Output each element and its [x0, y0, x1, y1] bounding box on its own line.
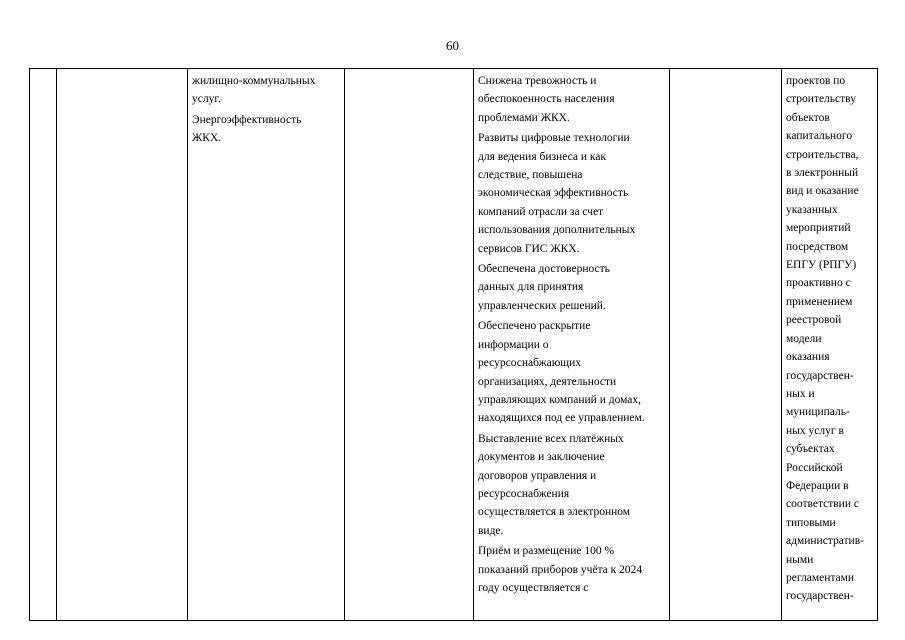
text-line: данных для принятия — [478, 281, 584, 294]
table-cell-col5 — [474, 69, 670, 621]
cell-paragraph — [478, 260, 666, 315]
text-line: показаний приборов учёта к 2024 — [478, 563, 643, 576]
text-line: посредством — [786, 240, 849, 253]
table-cell-col6 — [670, 69, 782, 621]
text-line: экономическая эффективность — [478, 187, 629, 200]
text-line: модели — [786, 332, 822, 345]
text-line: осуществляется в электронном — [478, 506, 631, 519]
text-line: для ведения бизнеса и как — [478, 150, 606, 163]
text-line: государствен- — [786, 590, 854, 603]
text-line: ЖКХ. — [192, 132, 222, 145]
cell-paragraph — [478, 72, 666, 127]
cell-paragraph — [192, 72, 341, 109]
text-line: объектов — [786, 111, 830, 124]
text-line: ных услуг в — [786, 424, 844, 437]
text-line: году осуществляется с — [478, 581, 589, 594]
text-line: соответствии с — [786, 498, 859, 511]
text-line: указанных — [786, 203, 838, 216]
text-line: документов и заключение — [478, 451, 605, 464]
text-line: строительству — [786, 93, 856, 106]
text-line: типовыми — [786, 516, 836, 529]
text-line: ными — [786, 553, 814, 566]
table-cell-col2 — [57, 69, 188, 621]
text-line: жилищно-коммунальных — [192, 75, 316, 87]
text-line: Федерации в — [786, 479, 849, 492]
text-line: оказания — [786, 351, 830, 364]
cell-paragraph — [478, 129, 666, 258]
text-line: Приём и размещение 100 % — [478, 545, 615, 558]
text-line: виде. — [478, 524, 504, 537]
text-line: реестровой — [786, 314, 842, 327]
text-line: проектов по — [786, 75, 846, 87]
text-line: Энергоэффективность — [192, 113, 302, 126]
text-line: обеспокоенность населения — [478, 93, 615, 106]
text-line: субъектах — [786, 443, 835, 456]
text-line: Обеспечено раскрытие — [478, 320, 591, 333]
cell-paragraph — [478, 430, 666, 540]
text-line: следствие, повышена — [478, 169, 583, 182]
text-line: договоров управления и — [478, 469, 597, 482]
text-line: строительства, — [786, 148, 859, 161]
text-line: административ- — [786, 535, 864, 548]
text-line: регламентами — [786, 571, 855, 584]
text-line: сервисов ГИС ЖКХ. — [478, 242, 580, 255]
text-line: находящихся под ее управлением. — [478, 412, 645, 425]
text-line: Развиты цифровые технологии — [478, 132, 630, 145]
text-line: Выставление всех платёжных — [478, 432, 624, 445]
text-line: управляющих компаний и домах, — [478, 393, 642, 406]
text-line: в электронный — [786, 167, 859, 180]
text-line: проактивно с — [786, 277, 851, 290]
text-line: вид и оказание — [786, 185, 859, 198]
text-line: информации о — [478, 338, 549, 351]
cell-paragraph — [786, 72, 874, 606]
cell-paragraph — [478, 317, 666, 427]
text-line: мероприятий — [786, 222, 851, 235]
text-line: ЕПГУ (РПГУ) — [786, 259, 857, 272]
text-line: капитального — [786, 130, 853, 143]
table-row — [30, 69, 878, 621]
table-cell-col7 — [782, 69, 878, 621]
text-line: ресурсоснабжающих — [478, 357, 582, 370]
text-line: организациях, деятельности — [478, 375, 617, 388]
text-line: ресурсоснабжения — [478, 487, 570, 500]
text-line: использования дополнительных — [478, 224, 636, 237]
page-number: 60 — [446, 38, 459, 53]
text-line: применением — [786, 295, 853, 308]
text-line: Обеспечена достоверность — [478, 263, 610, 276]
text-line: услуг. — [192, 93, 221, 106]
document-table — [29, 68, 878, 621]
cell-paragraph — [478, 542, 666, 597]
text-line: Снижена тревожность и — [478, 75, 597, 87]
text-line: ных и — [786, 387, 815, 400]
text-line: компаний отрасли за счет — [478, 205, 604, 218]
text-line: проблемами ЖКХ. — [478, 111, 570, 124]
table-cell-col3 — [188, 69, 345, 621]
table-cell-col4 — [345, 69, 474, 621]
text-line: муниципаль- — [786, 406, 850, 419]
cell-paragraph — [192, 111, 341, 148]
table-cell-col1 — [30, 69, 57, 621]
text-line: управленческих решений. — [478, 299, 606, 312]
text-line: Российской — [786, 461, 843, 474]
text-line: государствен- — [786, 369, 854, 382]
